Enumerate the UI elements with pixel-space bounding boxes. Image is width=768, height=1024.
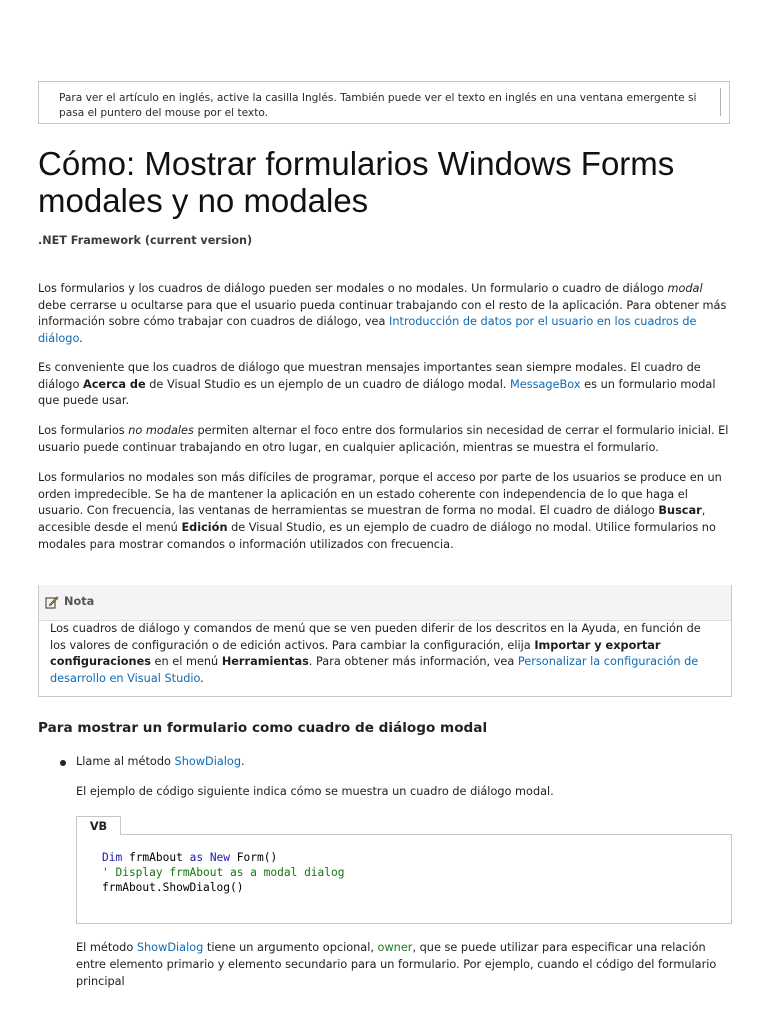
language-notice-text: Para ver el artículo en inglés, active la casilla Inglés. También puede ver el texto en inglés en una ventana emergente si pasa el puntero del mouse por el texto.	[59, 92, 697, 119]
intro-paragraph: Los formularios y los cuadros de diálogo pueden ser modales o no modales. Un formulario o cuadro de diálogo modal debe cerrarse u ocultarse para que el usuario pueda continuar trabajando con el resto de la aplicación. Para obtener más información sobre cómo trabajar con cuadros de diálogo, vea Introducción de datos por el usuario en los cuadros de diálogo.	[38, 282, 727, 346]
showdialog-method-link[interactable]: ShowDialog	[136, 941, 204, 954]
code-intro: El ejemplo de código siguiente indica cómo se muestra un cuadro de diálogo modal.	[76, 785, 554, 798]
note-header	[39, 585, 731, 621]
framework-version[interactable]: .NET Framework (current version)	[38, 234, 253, 247]
find-dialog-name: Buscar	[658, 504, 702, 518]
emphasis-modeless: no modales	[128, 424, 194, 437]
edit-menu-name: Edición	[181, 521, 228, 535]
dialog-input-link[interactable]: Introducción de datos por el usuario en los cuadros de diálogo	[38, 315, 697, 346]
note-body: Los cuadros de diálogo y comandos de menú que se ven pueden diferir de los descritos en la Ayuda, en función de los valores de configuración o de edición activos. Para cambiar la configuración, elija Importar y exportar configuraciones en el menú Herramientas. Para obtener más información, vea Personalizar la configuración de desarrollo en Visual Studio.	[50, 622, 701, 686]
step-item: Llame al método ShowDialog.	[76, 755, 245, 768]
section-heading: Para mostrar un formulario como cuadro de diálogo modal	[38, 720, 488, 736]
modeless-paragraph: Los formularios no modales permiten alternar el foco entre dos formularios sin necesidad de cerrar el formulario inicial. El usuario puede continuar trabajando en otro lugar, en cualquier aplicación, mientras se muestra el formulario.	[38, 424, 729, 454]
code-block	[76, 834, 732, 924]
messagebox-link[interactable]: MessageBox	[510, 377, 581, 391]
code-line-2: ' Display frmAbout as a modal dialog	[102, 866, 345, 879]
import-export-setting: Importar y exportar configuraciones	[50, 638, 661, 669]
code-line-3: frmAbout.ShowDialog()	[102, 881, 244, 894]
notice-divider	[720, 88, 721, 116]
modeless-details-paragraph: Los formularios no modales son más difíciles de programar, porque el acceso por parte de los usuarios se produce en un orden impredecible. Se ha de mantener la aplicación en un estado coherente con independencia de lo que haga el usuario. Con frecuencia, las ventanas de herramientas se muestran de forma no modal. El cuadro de diálogo Buscar, accesible desde el menú Edición de Visual Studio, es un ejemplo de cuadro de diálogo no modal. Utilice formularios no modales para mostrar comandos o información utilizados con frecuencia.	[38, 471, 722, 551]
page-title: Cómo: Mostrar formularios Windows Forms modales y no modales	[38, 145, 675, 219]
showdialog-link[interactable]: ShowDialog	[174, 755, 241, 768]
code-tab-vb[interactable]: VB	[76, 816, 121, 835]
about-dialog-name: Acerca de	[82, 377, 146, 391]
bullet-icon	[60, 760, 66, 766]
note-box	[38, 585, 732, 697]
owner-paragraph: El método ShowDialog tiene un argumento opcional, owner, que se puede utilizar para especificar una relación entre elemento primario y elemento secundario para un formulario. Por ejemplo, cuando el código del formulario principal	[76, 941, 717, 988]
code-line-1: Dim frmAbout as New Form()	[102, 851, 278, 864]
owner-parameter[interactable]: owner	[377, 941, 413, 954]
emphasis-modal: modal	[667, 282, 703, 295]
note-label: Nota	[64, 595, 95, 608]
language-notice	[38, 81, 730, 124]
customize-settings-link[interactable]: Personalizar la configuración de desarrollo en Visual Studio	[50, 655, 699, 686]
modal-paragraph: Es conveniente que los cuadros de diálogo que muestran mensajes importantes sean siempre modales. El cuadro de diálogo Acerca de de Visual Studio es un ejemplo de un cuadro de diálogo modal. MessageBox es un formulario modal que puede usar.	[38, 361, 716, 408]
note-pencil-icon	[45, 595, 59, 609]
tools-menu-name: Herramientas	[221, 655, 309, 669]
